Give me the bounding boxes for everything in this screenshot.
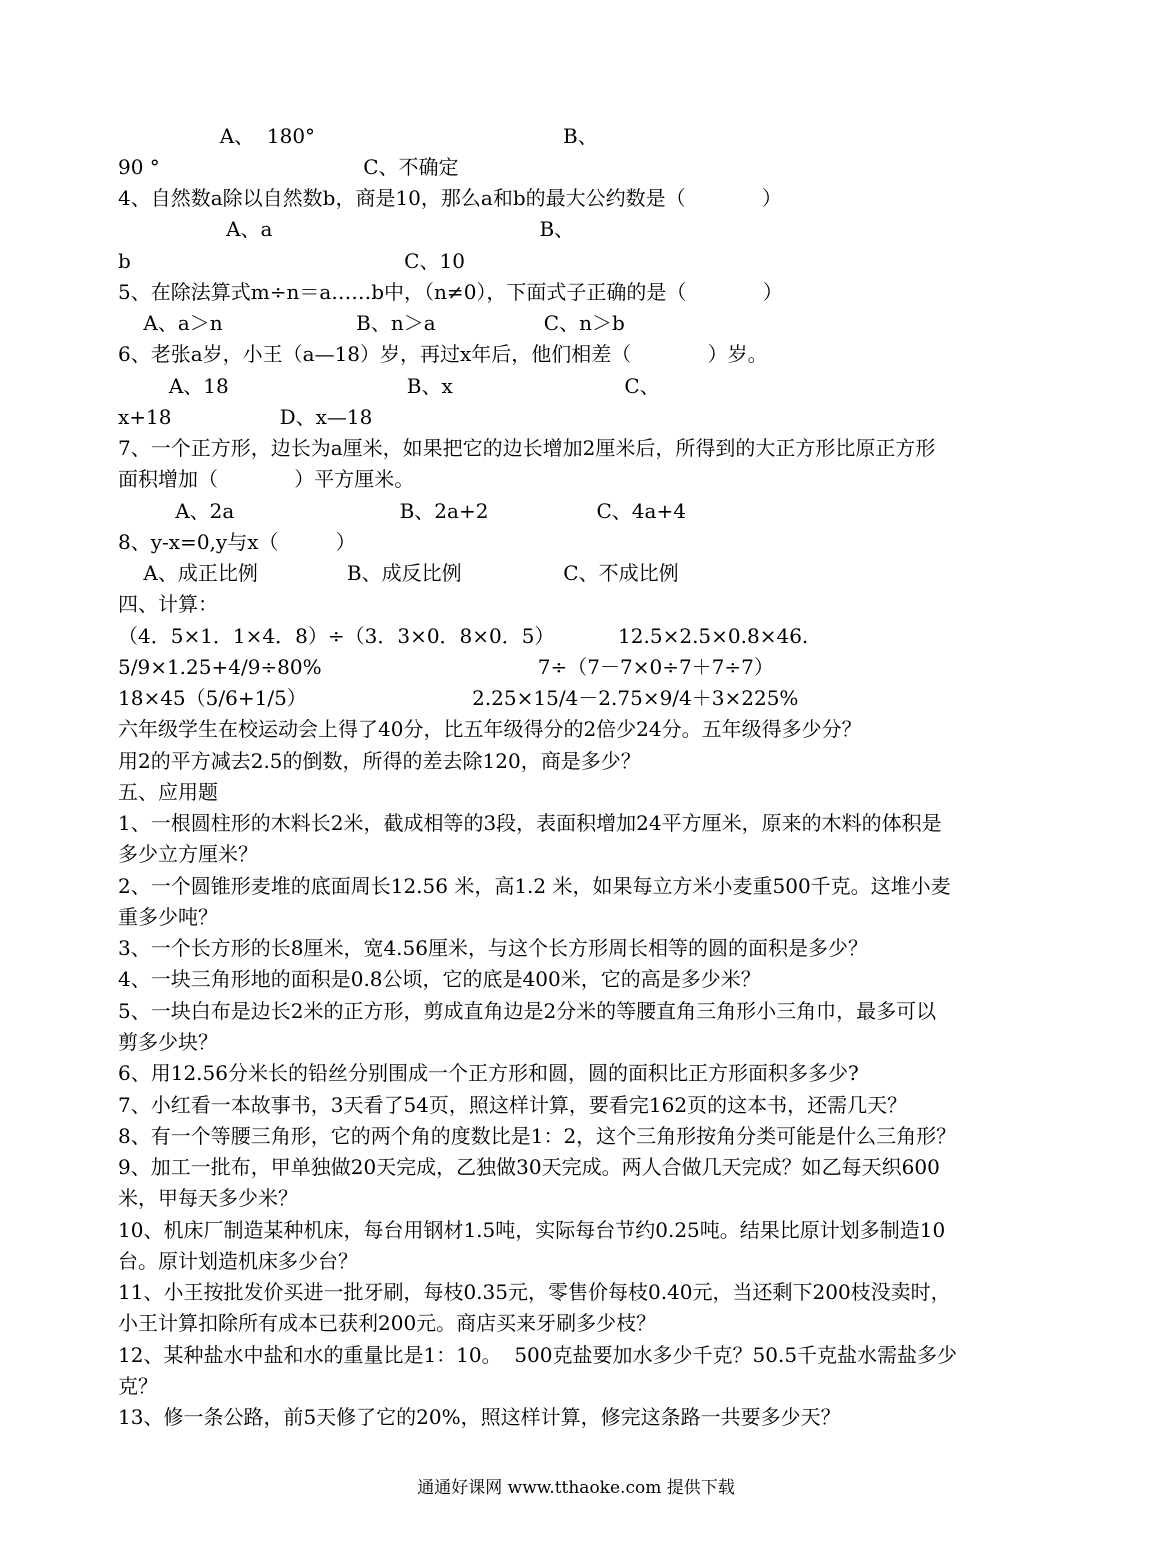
- page-footer: 通通好课网 www.tthaoke.com 提供下载: [417, 1478, 735, 1498]
- calc-line: 5/9×1.25+4/9÷80% 7÷（7－7×0÷7＋7÷7）: [118, 655, 774, 679]
- option-line: b C、10: [118, 249, 465, 273]
- option-line: A、2a B、2a+2 C、4a+4: [118, 499, 686, 523]
- problem-12: 12、某种盐水中盐和水的重量比是1：10。 500克盐要加水多少千克？50.5千克盐水需盐多少: [118, 1343, 958, 1367]
- option-line: A、a＞n B、n＞a C、n＞b: [118, 311, 625, 335]
- problem-7: 7、小红看一本故事书，3天看了54页，照这样计算，要看完162页的这本书，还需几天？: [118, 1093, 908, 1117]
- problem-10-cont: 台。原计划造机床多少台？: [118, 1249, 358, 1273]
- calc-word-problem: 六年级学生在校运动会上得了40分，比五年级得分的2倍少24分。五年级得多少分？: [118, 717, 862, 741]
- problem-8: 8、有一个等腰三角形，它的两个角的度数比是1：2，这个三角形按角分类可能是什么三角形？: [118, 1124, 957, 1148]
- problem-5: 5、一块白布是边长2米的正方形，剪成直角边是2分米的等腰直角三角形小三角巾，最多可以: [118, 999, 937, 1023]
- calc-line: （4．5×1．1×4．8）÷（3．3×0．8×0．5） 12.5×2.5×0.8×46.: [118, 624, 809, 648]
- question-5: 5、在除法算式m÷n＝a……b中，（n≠0），下面式子正确的是（ ）: [118, 280, 783, 304]
- option-line: A、18 B、x C、: [118, 374, 660, 398]
- problem-9-cont: 米，甲每天多少米？: [118, 1186, 298, 1210]
- option-line: x+18 D、x—18: [118, 405, 373, 429]
- question-7: 7、一个正方形，边长为a厘米，如果把它的边长增加2厘米后，所得到的大正方形比原正方形: [118, 436, 936, 460]
- calc-word-problem: 用2的平方减去2.5的倒数，所得的差去除120，商是多少？: [118, 749, 641, 773]
- problem-2-cont: 重多少吨？: [118, 905, 218, 929]
- problem-11-cont: 小王计算扣除所有成本已获利200元。商店买来牙刷多少枝？: [118, 1311, 657, 1335]
- problem-5-cont: 剪多少块？: [118, 1030, 218, 1054]
- option-line: A、 180° B、: [118, 124, 598, 148]
- section-heading: 四、计算：: [118, 592, 218, 616]
- problem-10: 10、机床厂制造某种机床，每台用钢材1.5吨，实际每台节约0.25吨。结果比原计划多制造10: [118, 1218, 946, 1242]
- problem-13: 13、修一条公路，前5天修了它的20%，照这样计算，修完这条路一共要多少天？: [118, 1405, 841, 1429]
- question-6: 6、老张a岁，小王（a—18）岁，再过x年后，他们相差（ ）岁。: [118, 342, 768, 366]
- question-7-cont: 面积增加（ ）平方厘米。: [118, 467, 415, 491]
- problem-11: 11、小王按批发价买进一批牙刷，每枝0.35元，零售价每枝0.40元，当还剩下200枝没卖时，: [118, 1280, 951, 1304]
- section-heading: 五、应用题: [118, 780, 218, 804]
- option-line: A、a B、: [118, 217, 575, 241]
- question-8: 8、y-x=0,y与x（ ）: [118, 530, 356, 554]
- problem-1: 1、一根圆柱形的木料长2米，截成相等的3段，表面积增加24平方厘米，原来的木料的体积是: [118, 811, 942, 835]
- calc-line: 18×45（5/6+1/5） 2.25×15/4－2.75×9/4＋3×225%: [118, 686, 799, 710]
- problem-6: 6、用12.56分米长的铅丝分别围成一个正方形和圆，圆的面积比正方形面积多多少?: [118, 1061, 859, 1085]
- option-line: 90 ° C、不确定: [118, 155, 459, 179]
- option-line: A、成正比例 B、成反比例 C、不成比例: [118, 561, 679, 585]
- problem-2: 2、一个圆锥形麦堆的底面周长12.56 米，高1.2 米，如果每立方米小麦重500千克。这堆小麦: [118, 874, 951, 898]
- question-4: 4、自然数a除以自然数b，商是10，那么a和b的最大公约数是（ ）: [118, 186, 782, 210]
- problem-3: 3、一个长方形的长8厘米，宽4.56厘米，与这个长方形周长相等的圆的面积是多少？: [118, 936, 868, 960]
- problem-12-cont: 克？: [118, 1374, 158, 1398]
- problem-9: 9、加工一批布，甲单独做20天完成，乙独做30天完成。两人合做几天完成？如乙每天织600: [118, 1155, 940, 1179]
- problem-4: 4、一块三角形地的面积是0.8公顷，它的底是400米，它的高是多少米？: [118, 967, 761, 991]
- problem-1-cont: 多少立方厘米？: [118, 842, 258, 866]
